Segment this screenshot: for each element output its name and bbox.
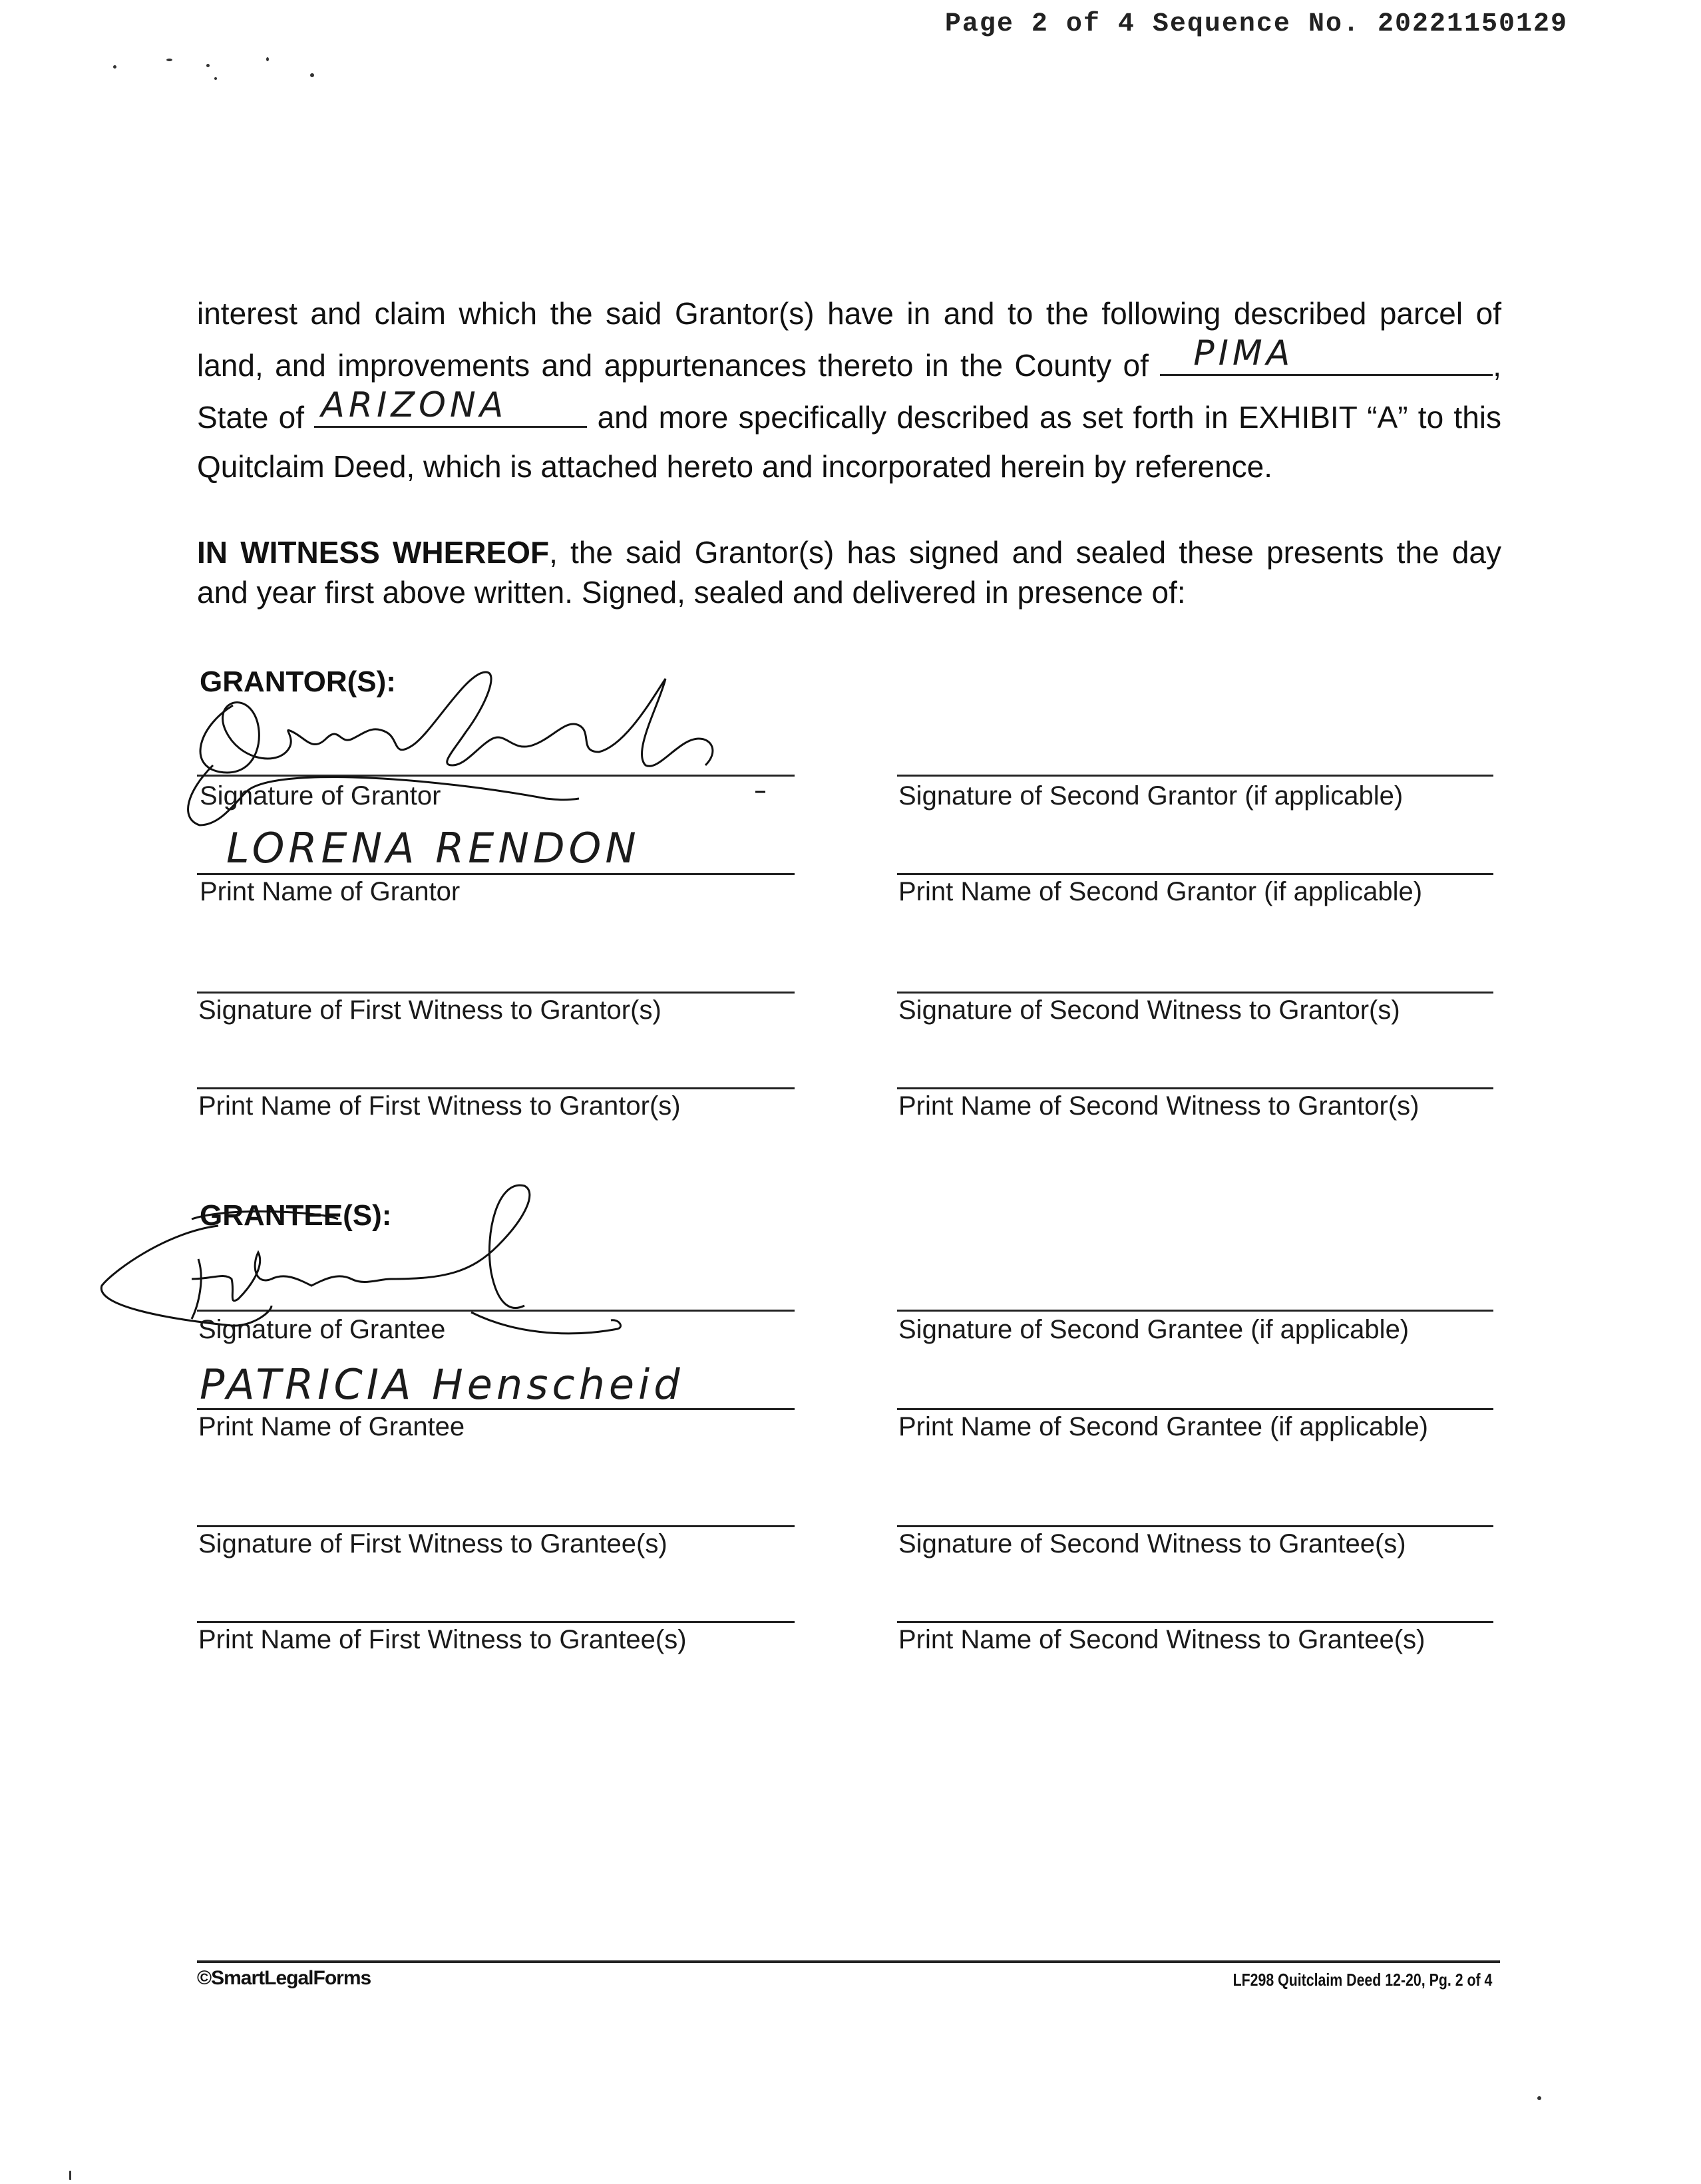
grantor-print-name-handwritten: LORENA RENDON bbox=[226, 824, 640, 872]
second-grantor-signature-line[interactable] bbox=[897, 775, 1493, 777]
grantee-first-witness-name-line[interactable] bbox=[197, 1621, 795, 1623]
legal-description-paragraph bbox=[197, 289, 1501, 491]
grantee-print-name-line[interactable] bbox=[197, 1408, 795, 1410]
grantor-signature-caption: Signature of Grantor bbox=[200, 781, 441, 811]
grantee-heading: GRANTEE(S): bbox=[200, 1199, 392, 1232]
grantor-first-witness-name-caption: Print Name of First Witness to Grantor(s) bbox=[198, 1091, 681, 1121]
grantee-second-witness-name-line[interactable] bbox=[897, 1621, 1493, 1623]
scan-speck bbox=[113, 65, 116, 69]
second-grantee-print-name-line[interactable] bbox=[897, 1408, 1493, 1410]
grantee-second-witness-signature-line[interactable] bbox=[897, 1525, 1493, 1527]
scan-speck bbox=[166, 59, 172, 61]
second-grantor-signature-caption: Signature of Second Grantor (if applicable) bbox=[898, 781, 1404, 811]
second-grantor-print-name-caption: Print Name of Second Grantor (if applicable) bbox=[898, 877, 1423, 906]
witness-bold-lead: IN WITNESS WHEREOF bbox=[197, 535, 550, 570]
footer-divider bbox=[197, 1960, 1500, 1963]
second-grantee-print-name-caption: Print Name of Second Grantee (if applicable) bbox=[898, 1412, 1428, 1441]
county-blank bbox=[1160, 333, 1493, 376]
grantor-second-witness-name-caption: Print Name of Second Witness to Grantor(s) bbox=[898, 1091, 1419, 1121]
state-handwritten: ARIZONA bbox=[321, 385, 508, 425]
scan-speck bbox=[69, 2171, 71, 2180]
grantor-second-witness-name-line[interactable] bbox=[897, 1087, 1493, 1089]
grantee-signature-drawing bbox=[98, 1179, 644, 1352]
scan-speck bbox=[266, 57, 269, 61]
page-sequence-header: Page 2 of 4 Sequence No. 20221150129 bbox=[944, 9, 1568, 39]
grantee-first-witness-signature-line[interactable] bbox=[197, 1525, 795, 1527]
grantee-first-witness-signature-caption: Signature of First Witness to Grantee(s) bbox=[198, 1529, 667, 1558]
grantor-first-witness-signature-line[interactable] bbox=[197, 992, 795, 994]
grantor-heading: GRANTOR(S): bbox=[200, 665, 396, 698]
grantee-second-witness-signature-caption: Signature of Second Witness to Grantee(s) bbox=[898, 1529, 1406, 1558]
scan-speck bbox=[1537, 2096, 1541, 2100]
grantor-print-name-caption: Print Name of Grantor bbox=[200, 877, 461, 906]
grantee-print-name-caption: Print Name of Grantee bbox=[198, 1412, 465, 1441]
second-grantee-signature-line[interactable] bbox=[897, 1310, 1493, 1312]
witness-paragraph bbox=[197, 532, 1501, 612]
grantee-signature-caption: Signature of Grantee bbox=[198, 1315, 446, 1344]
grantee-first-witness-name-caption: Print Name of First Witness to Grantee(s) bbox=[198, 1625, 687, 1654]
paragraph-text: and more specifically described as set forth in EXHIBIT “A” to this Quitclaim Deed, which is attached hereto and incorporated herein by reference. bbox=[197, 400, 1502, 484]
scan-speck bbox=[214, 77, 217, 80]
paragraph-text: , State of bbox=[197, 348, 1502, 435]
footer-form-id: LF298 Quitclaim Deed 12-20, Pg. 2 of 4 bbox=[1232, 1970, 1492, 1990]
second-grantee-signature-caption: Signature of Second Grantee (if applicable) bbox=[898, 1315, 1410, 1344]
second-grantor-print-name-line[interactable] bbox=[897, 873, 1493, 875]
grantor-print-name-line[interactable] bbox=[197, 873, 795, 875]
footer-copyright: ©SmartLegalForms bbox=[197, 1967, 371, 1989]
state-blank bbox=[314, 385, 587, 428]
paragraph-text: interest and claim which the said Grantor(s) have in and to the following described parcel of land, and improvements and appurtenances thereto in the County of bbox=[197, 296, 1501, 383]
scan-speck bbox=[310, 73, 314, 77]
scan-speck bbox=[206, 64, 210, 67]
grantor-second-witness-signature-line[interactable] bbox=[897, 992, 1493, 994]
grantor-second-witness-signature-caption: Signature of Second Witness to Grantor(s) bbox=[898, 996, 1400, 1025]
grantee-second-witness-name-caption: Print Name of Second Witness to Grantee(s) bbox=[898, 1625, 1425, 1654]
grantor-signature-drawing bbox=[173, 665, 745, 838]
paragraph-text: , the said Grantor(s) has signed and sealed these presents the day and year first above written. Signed, sealed and delivered in presence of: bbox=[197, 535, 1501, 610]
grantor-first-witness-signature-caption: Signature of First Witness to Grantor(s) bbox=[198, 996, 662, 1025]
grantor-first-witness-name-line[interactable] bbox=[197, 1087, 795, 1089]
grantee-print-name-handwritten: PATRICIA Henscheid bbox=[200, 1360, 684, 1409]
county-handwritten: PIMA bbox=[1193, 333, 1294, 373]
